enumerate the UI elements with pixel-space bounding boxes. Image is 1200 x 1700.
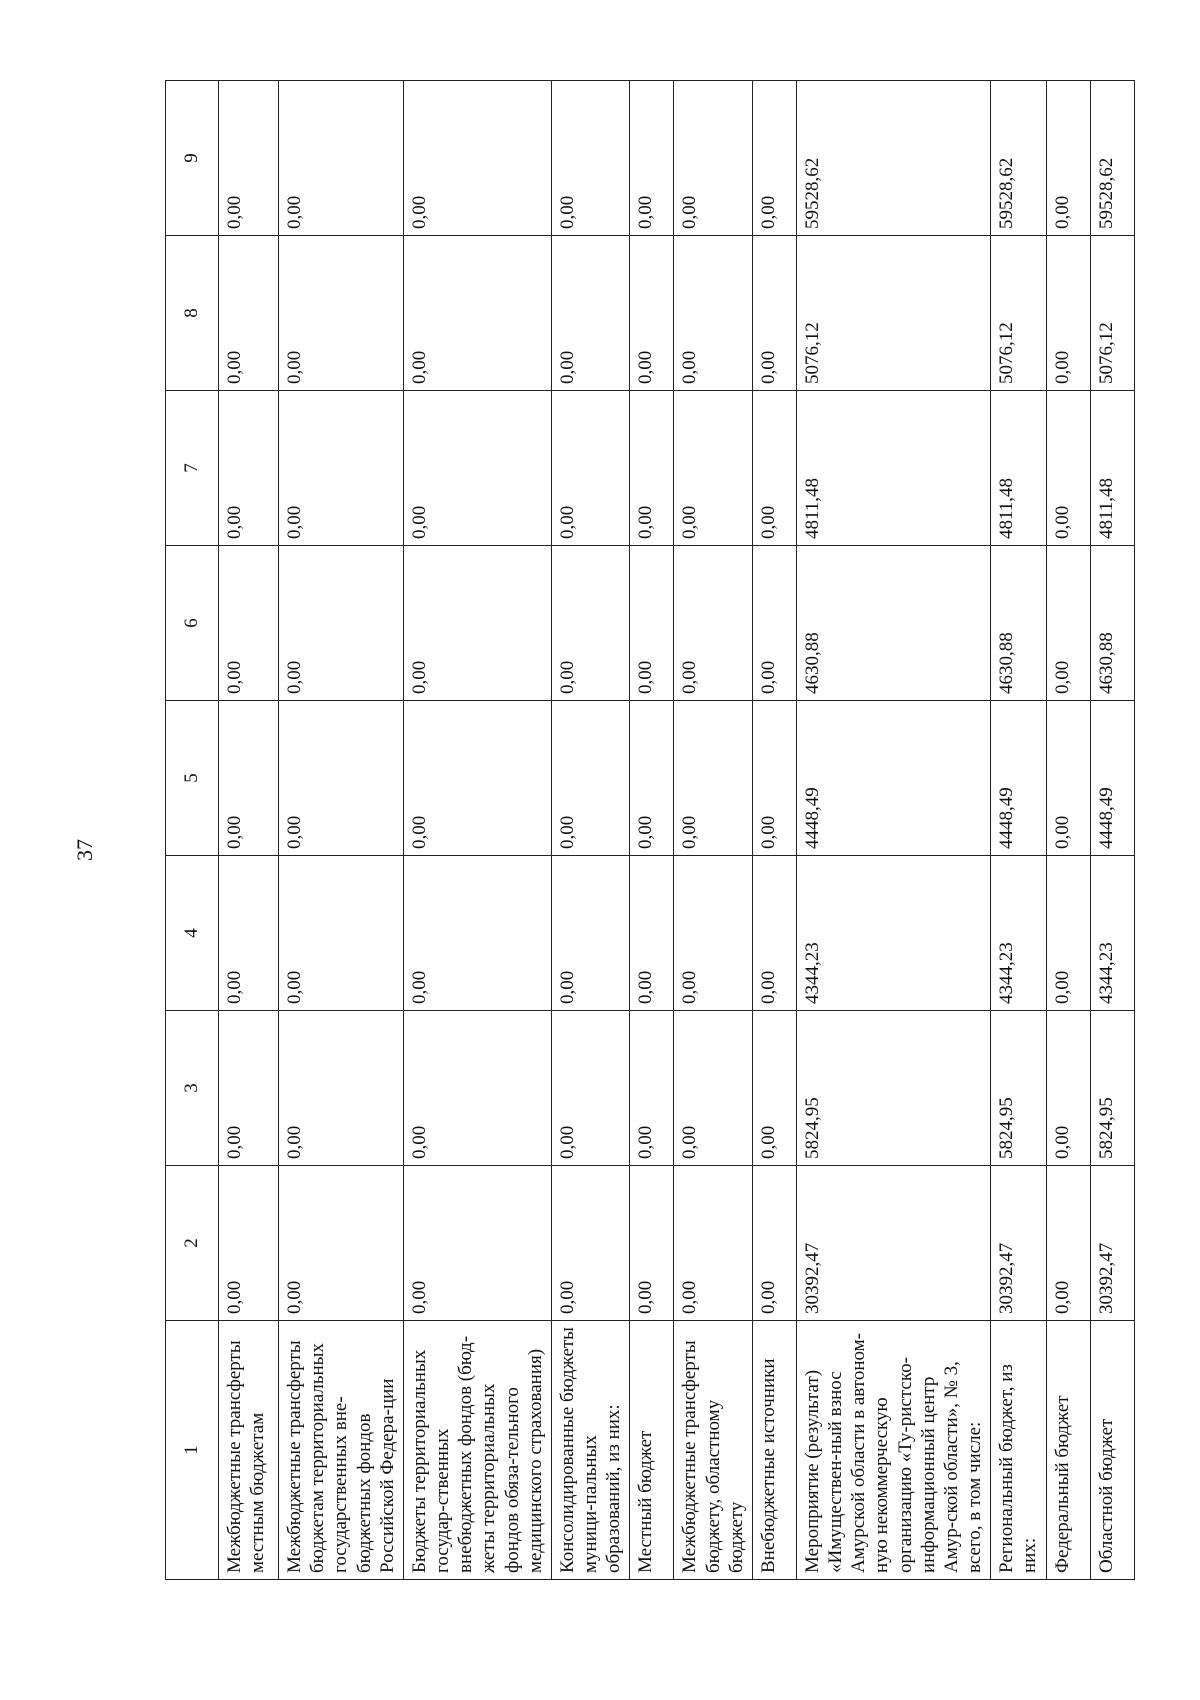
table-cell: 0,00 — [279, 1011, 404, 1166]
table-cell: 0,00 — [630, 1011, 674, 1166]
table-cell: 4811,48 — [796, 391, 990, 546]
table-cell: 0,00 — [674, 856, 753, 1011]
table-cell: 59528,62 — [796, 81, 990, 236]
table-cell: 0,00 — [219, 856, 279, 1011]
table-row — [674, 81, 753, 1580]
table-cell: 0,00 — [279, 701, 404, 856]
table-cell: 0,00 — [630, 701, 674, 856]
table-cell: 0,00 — [1046, 856, 1090, 1011]
table-cell: 0,00 — [551, 856, 630, 1011]
table-cell: 0,00 — [219, 81, 279, 236]
column-header: 9 — [166, 81, 219, 236]
table-cell: 0,00 — [1046, 81, 1090, 236]
table-cell: 0,00 — [630, 236, 674, 391]
table-cell: 4448,49 — [991, 701, 1046, 856]
table-cell: 0,00 — [403, 701, 551, 856]
table-cell: 59528,62 — [991, 81, 1046, 236]
table-cell: 5076,12 — [1090, 236, 1134, 391]
table-cell: 0,00 — [551, 546, 630, 701]
table-cell: 0,00 — [752, 856, 796, 1011]
table-cell: 4344,23 — [1090, 856, 1134, 1011]
table-cell: 0,00 — [551, 1011, 630, 1166]
table-cell: 0,00 — [219, 236, 279, 391]
page-number: 37 — [72, 839, 97, 861]
table-cell: 5076,12 — [796, 236, 990, 391]
table-cell: 0,00 — [403, 81, 551, 236]
table-cell: 0,00 — [752, 81, 796, 236]
table-cell: 4630,88 — [1090, 546, 1134, 701]
table-cell: 0,00 — [674, 1011, 753, 1166]
table-cell: 0,00 — [1046, 236, 1090, 391]
row-label: Областной бюджет — [1090, 1321, 1134, 1580]
table-cell: 0,00 — [674, 701, 753, 856]
table-row — [796, 81, 990, 1580]
table-row — [752, 81, 796, 1580]
table-cell: 4630,88 — [991, 546, 1046, 701]
table-cell: 0,00 — [219, 1166, 279, 1321]
table-cell: 0,00 — [1046, 546, 1090, 701]
row-label: Межбюджетные трансферты бюджетам территориальных государственных вне-бюджетных фондов Российской Федера-ции — [279, 1321, 404, 1580]
table-cell: 5076,12 — [991, 236, 1046, 391]
table-cell: 0,00 — [752, 236, 796, 391]
table-row — [403, 81, 551, 1580]
column-header: 6 — [166, 546, 219, 701]
table-cell: 0,00 — [630, 1166, 674, 1321]
table-cell: 0,00 — [1046, 701, 1090, 856]
table-cell: 0,00 — [674, 546, 753, 701]
table-cell: 0,00 — [219, 1011, 279, 1166]
column-header: 3 — [166, 1011, 219, 1166]
row-label: Местный бюджет — [630, 1321, 674, 1580]
table-cell: 0,00 — [752, 1011, 796, 1166]
table-cell: 0,00 — [551, 701, 630, 856]
table-cell: 4448,49 — [796, 701, 990, 856]
column-header: 4 — [166, 856, 219, 1011]
rotated-table-container — [165, 120, 1125, 1580]
column-header: 7 — [166, 391, 219, 546]
table-cell: 0,00 — [752, 546, 796, 701]
table-cell: 4344,23 — [796, 856, 990, 1011]
table-cell: 0,00 — [279, 1166, 404, 1321]
table-cell: 4630,88 — [796, 546, 990, 701]
table-cell: 59528,62 — [1090, 81, 1134, 236]
row-label: Федеральный бюджет — [1046, 1321, 1090, 1580]
table-cell: 0,00 — [551, 81, 630, 236]
table-cell: 0,00 — [674, 81, 753, 236]
table-cell: 0,00 — [1046, 1166, 1090, 1321]
table-cell: 0,00 — [219, 701, 279, 856]
table-cell: 0,00 — [752, 391, 796, 546]
table-row — [630, 81, 674, 1580]
table-row — [991, 81, 1046, 1580]
table-cell: 4344,23 — [991, 856, 1046, 1011]
table-row — [1090, 81, 1134, 1580]
table-cell: 5824,95 — [1090, 1011, 1134, 1166]
table-cell: 0,00 — [674, 391, 753, 546]
table-cell: 0,00 — [630, 81, 674, 236]
row-label: Региональный бюджет, из них: — [991, 1321, 1046, 1580]
table-cell: 0,00 — [279, 546, 404, 701]
table-row — [1046, 81, 1090, 1580]
column-header: 8 — [166, 236, 219, 391]
table-cell: 0,00 — [551, 236, 630, 391]
table-cell: 0,00 — [403, 1011, 551, 1166]
table-cell: 0,00 — [403, 391, 551, 546]
table-cell: 0,00 — [752, 701, 796, 856]
table-cell: 4811,48 — [1090, 391, 1134, 546]
table-cell: 0,00 — [1046, 1011, 1090, 1166]
table-cell: 5824,95 — [796, 1011, 990, 1166]
column-header: 1 — [166, 1321, 219, 1580]
table-cell: 0,00 — [279, 236, 404, 391]
header-row — [166, 81, 219, 1580]
budget-table — [165, 80, 1135, 1580]
table-cell: 0,00 — [279, 391, 404, 546]
table-cell: 5824,95 — [991, 1011, 1046, 1166]
table-cell: 4448,49 — [1090, 701, 1134, 856]
row-label: Бюджеты территориальных государ-ственных внебюджетных фондов (бюд-жеты территориальных фондов обяза-тельного медицинского страхования) — [403, 1321, 551, 1580]
table-cell: 0,00 — [630, 546, 674, 701]
table-cell: 0,00 — [403, 856, 551, 1011]
table-cell: 4811,48 — [991, 391, 1046, 546]
table-cell: 0,00 — [1046, 391, 1090, 546]
table-cell: 30392,47 — [991, 1166, 1046, 1321]
table-cell: 0,00 — [630, 391, 674, 546]
table-cell: 30392,47 — [796, 1166, 990, 1321]
column-header: 2 — [166, 1166, 219, 1321]
table-row — [551, 81, 630, 1580]
table-cell: 0,00 — [279, 81, 404, 236]
table-cell: 0,00 — [279, 856, 404, 1011]
row-label: Внебюджетные источники — [752, 1321, 796, 1580]
table-cell: 0,00 — [674, 236, 753, 391]
table-cell: 0,00 — [219, 391, 279, 546]
table-cell: 0,00 — [403, 546, 551, 701]
table-cell: 0,00 — [219, 546, 279, 701]
row-label: Мероприятие (результат) «Имуществен-ный взнос Амурской области в автоном-ную некоммерческую организацию «Ту-ристско-информационный центр Амур-ской области», № 3, всего, в том числе: — [796, 1321, 990, 1580]
row-label: Консолидированные бюджеты муници-пальных образований, из них: — [551, 1321, 630, 1580]
table-row — [279, 81, 404, 1580]
row-label: Межбюджетные трансферты бюджету, областному бюджету — [674, 1321, 753, 1580]
table-cell: 0,00 — [403, 236, 551, 391]
table-cell: 0,00 — [674, 1166, 753, 1321]
table-cell: 0,00 — [551, 391, 630, 546]
table-cell: 30392,47 — [1090, 1166, 1134, 1321]
table-cell: 0,00 — [630, 856, 674, 1011]
table-cell: 0,00 — [752, 1166, 796, 1321]
table-cell: 0,00 — [403, 1166, 551, 1321]
column-header: 5 — [166, 701, 219, 856]
row-label: Межбюджетные трансферты местным бюджетам — [219, 1321, 279, 1580]
table-cell: 0,00 — [551, 1166, 630, 1321]
table-row — [219, 81, 279, 1580]
